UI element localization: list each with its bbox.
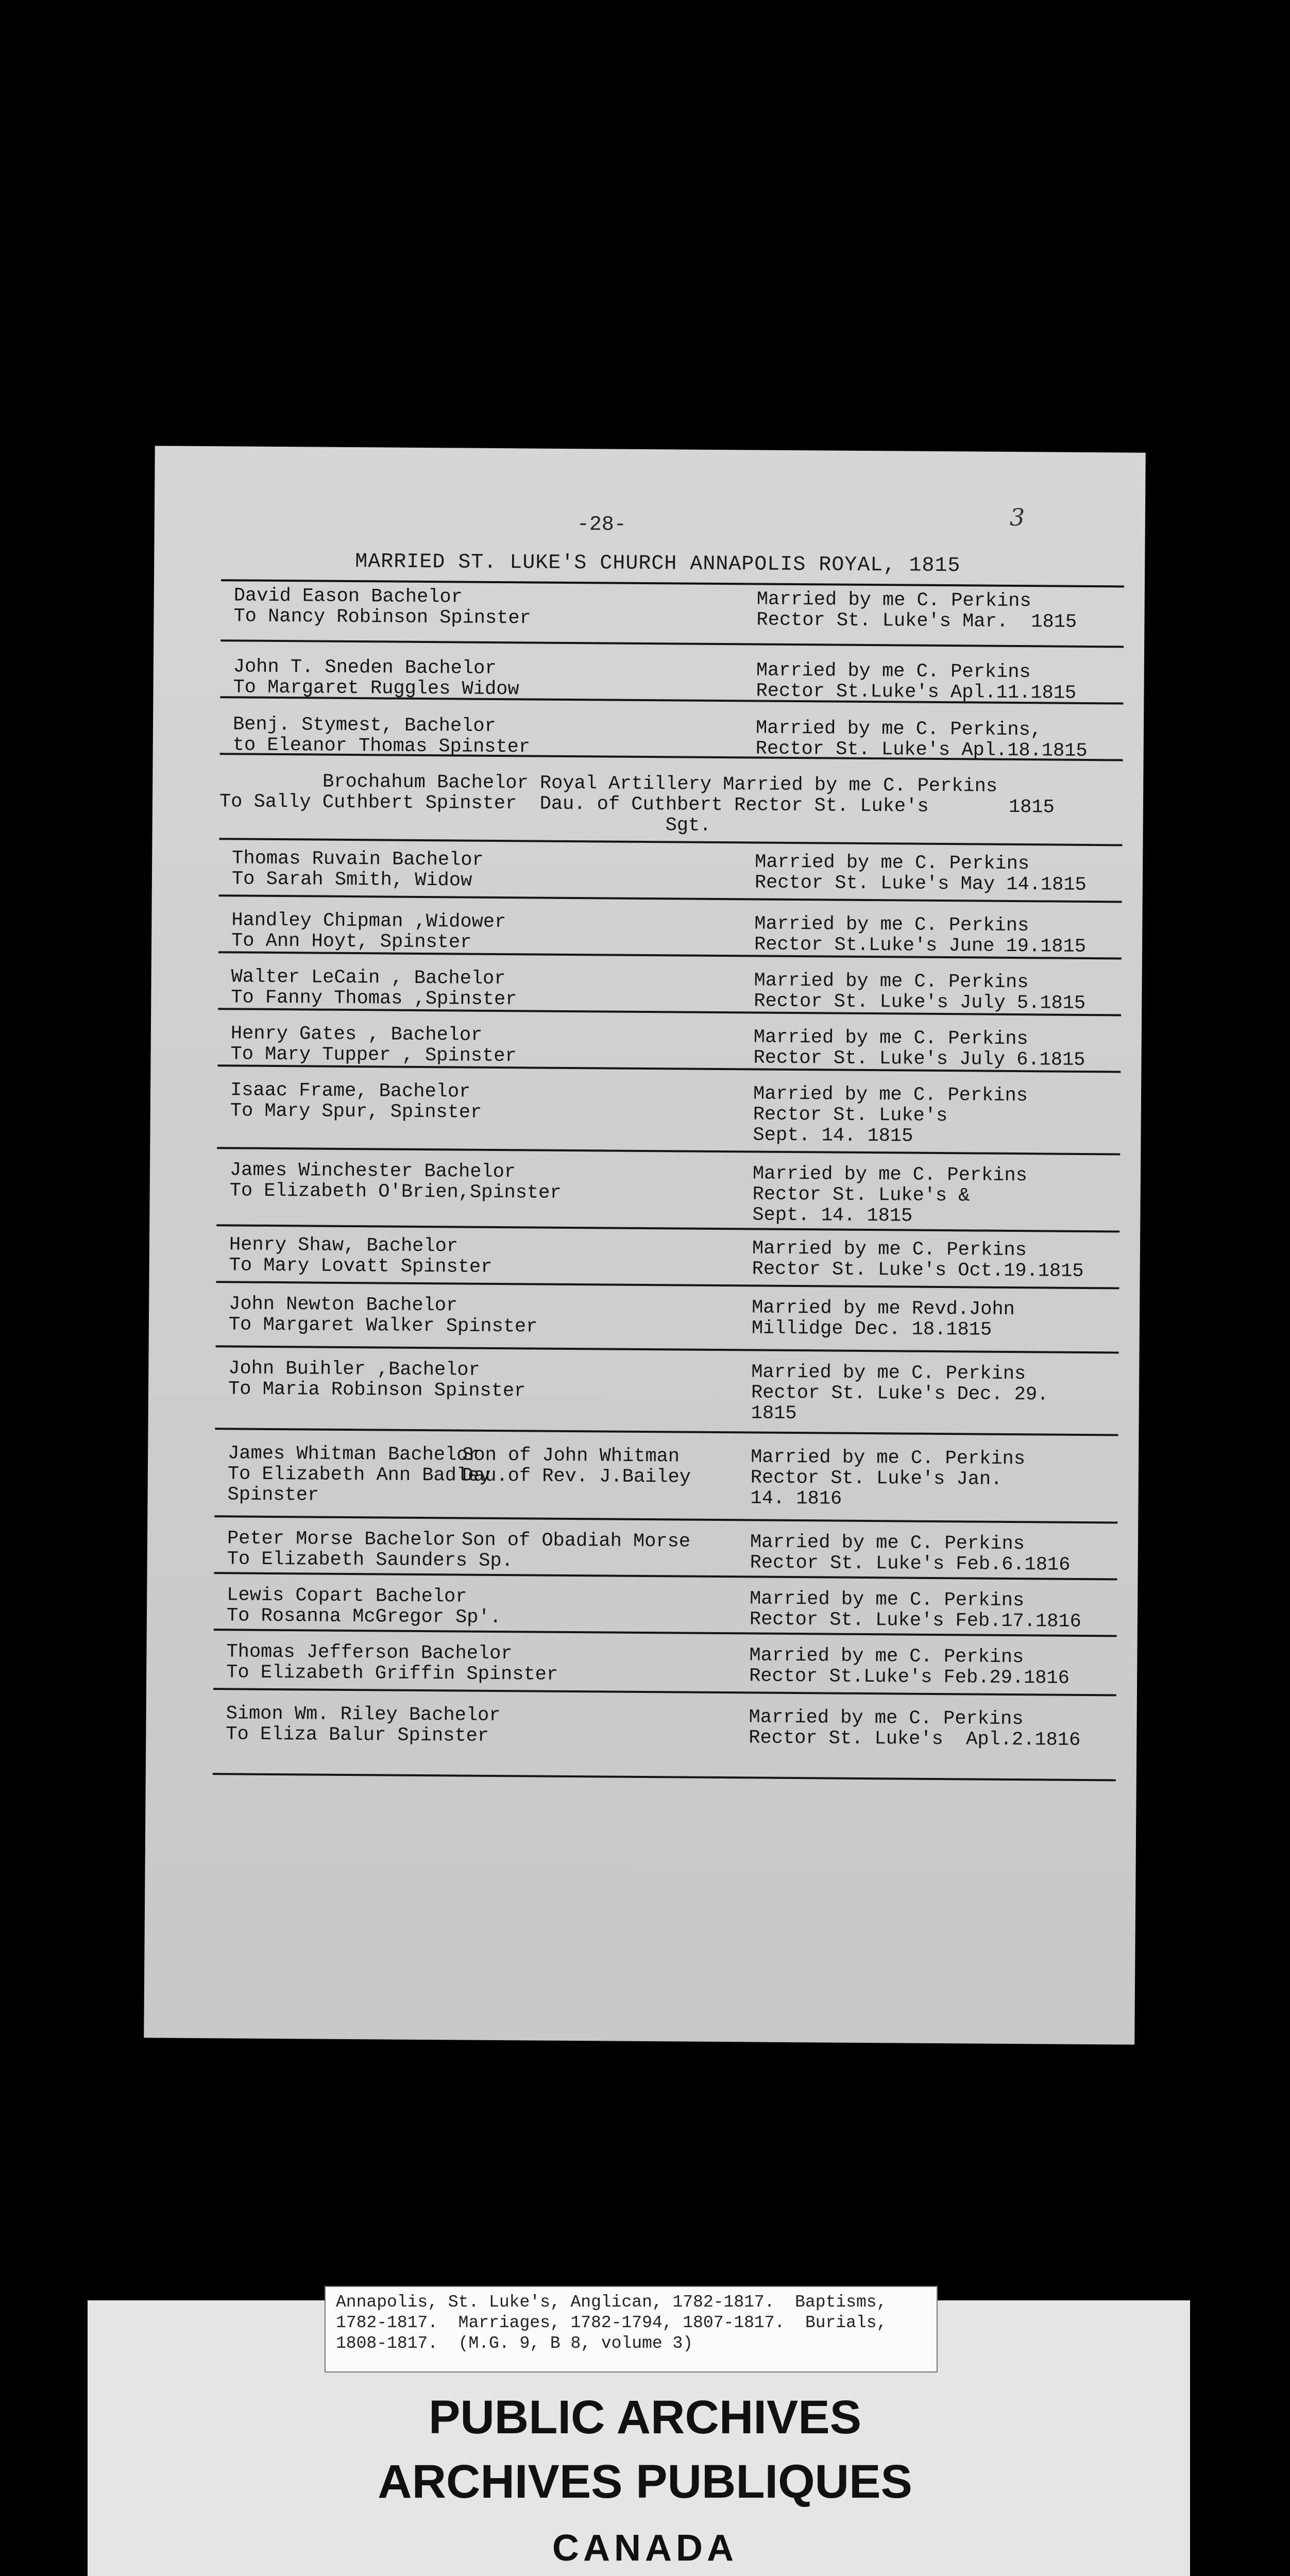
- groom-line: Walter LeCain , Bachelor: [231, 966, 506, 990]
- date-line: Rector St. Luke's Apl.2.1816: [749, 1727, 1081, 1751]
- officiant-line: Married by me C. Perkins: [750, 1446, 1026, 1470]
- date-line: Rector St. Luke's &: [752, 1183, 970, 1207]
- officiant-line: Married by me C. Perkins: [755, 851, 1030, 875]
- date-line: Rector St. Luke's: [753, 1104, 948, 1127]
- officiant-line: Married by me C. Perkins: [751, 1361, 1026, 1385]
- page-number: -28-: [576, 513, 626, 537]
- entry-rule: [216, 1281, 1119, 1289]
- bride-line: To Elizabeth Ann Badley: [227, 1463, 491, 1487]
- bride-line: To Mary Tupper , Spinster: [230, 1043, 517, 1067]
- groom-line: Lewis Copart Bachelor: [227, 1584, 467, 1608]
- register-page: [144, 446, 1146, 2044]
- date-line-cont: 1815: [751, 1402, 797, 1425]
- bride-line-cont: Spinster: [227, 1484, 319, 1506]
- archives-english: PUBLIC ARCHIVES: [429, 2391, 861, 2444]
- entry-rule: [214, 1515, 1117, 1523]
- date-line: Rector St. Luke's Dec. 29.: [751, 1382, 1049, 1406]
- groom-line: Henry Shaw, Bachelor: [229, 1234, 459, 1258]
- officiant-line: Married by me C. Perkins: [752, 1163, 1027, 1187]
- officiant-line: Married by me Revd.John: [752, 1297, 1015, 1321]
- bride-line: to Eleanor Thomas Spinster: [232, 734, 531, 758]
- officiant-line: Married by me C. Perkins,: [755, 717, 1042, 741]
- parent-note: Son of John Whitman: [462, 1444, 680, 1468]
- entry-rule: [213, 1773, 1116, 1781]
- entry-rule: [220, 639, 1124, 648]
- date-line: Rector St. Luke's July 5.1815: [754, 990, 1086, 1014]
- groom-line: Benj. Stymest, Bachelor: [232, 714, 496, 737]
- date-line-cont: Sgt.: [219, 811, 711, 837]
- bride-line: To Elizabeth Saunders Sp.: [227, 1548, 513, 1572]
- officiant-line: Married by me C. Perkins: [750, 1531, 1025, 1555]
- entry-rule: [217, 1147, 1120, 1155]
- bride-line: To Mary Lovatt Spinster: [229, 1255, 493, 1278]
- card-line: 1782-1817. Marriages, 1782-1794, 1807-1817. Burials,: [336, 2313, 887, 2332]
- date-line: Millidge Dec. 18.1815: [751, 1317, 992, 1341]
- bride-line: To Fanny Thomas ,Spinster: [231, 987, 517, 1011]
- groom-line: John Buihler ,Bachelor: [228, 1358, 480, 1381]
- groom-line: John T. Sneden Bachelor: [233, 656, 497, 680]
- officiant-line: Married by me C. Perkins: [749, 1645, 1024, 1669]
- officiant-line: Married by me C. Perkins: [753, 1026, 1028, 1050]
- officiant-line: Married by me C. Perkins: [752, 1238, 1027, 1262]
- groom-line: Brochahum Bachelor Royal Artillery Married by me C. Perkins: [219, 770, 998, 798]
- entry-rule: [216, 1224, 1119, 1232]
- folio-mark: 3: [1009, 503, 1025, 532]
- officiant-line: Married by me C. Perkins: [754, 913, 1029, 937]
- date-line-cont: Sept. 14. 1815: [753, 1124, 913, 1147]
- officiant-line: Married by me C. Perkins: [753, 1083, 1028, 1107]
- officiant-line: Married by me C. Perkins: [750, 1588, 1025, 1612]
- groom-line: Isaac Frame, Bachelor: [230, 1079, 471, 1103]
- groom-line: James Whitman Bachelor: [228, 1443, 480, 1466]
- parent-note: Dau.of Rev. J.Bailey: [462, 1465, 691, 1488]
- groom-line: Handley Chipman ,Widower: [231, 909, 506, 934]
- bride-line: To Margaret Walker Spinster: [228, 1314, 538, 1338]
- groom-line: Henry Gates , Bachelor: [230, 1023, 483, 1046]
- entry-rule: [216, 1345, 1119, 1353]
- bride-line: To Ann Hoyt, Spinster: [231, 930, 472, 954]
- date-line: Rector St. Luke's Feb.17.1816: [749, 1608, 1081, 1633]
- bride-line: To Elizabeth Griffin Spinster: [226, 1662, 558, 1686]
- groom-line: John Newton Bachelor: [229, 1293, 458, 1317]
- bride-line: To Margaret Ruggles Widow: [233, 676, 519, 701]
- date-line: Rector St. Luke's May 14.1815: [754, 872, 1087, 896]
- date-line: Rector St. Luke's Feb.6.1816: [750, 1552, 1071, 1576]
- date-line: Rector St. Luke's Oct.19.1815: [752, 1258, 1084, 1282]
- officiant-line: Married by me C. Perkins: [754, 970, 1029, 994]
- officiant-line: Married by me C. Perkins: [756, 588, 1031, 613]
- archives-country: CANADA: [552, 2528, 738, 2569]
- officiant-line: Married by me C. Perkins: [756, 659, 1031, 684]
- groom-line: Thomas Jefferson Bachelor: [226, 1641, 513, 1665]
- bride-line: To Elizabeth O'Brien,Spinster: [229, 1180, 562, 1204]
- parent-note: Son of Obadiah Morse: [461, 1529, 691, 1553]
- date-line-cont: Sept. 14. 1815: [752, 1204, 913, 1227]
- register-heading: MARRIED ST. LUKE'S CHURCH ANNAPOLIS ROYAL, 1815: [355, 550, 961, 578]
- collection-card: [325, 2286, 938, 2372]
- bride-line: To Rosanna McGregor Sp'.: [226, 1605, 501, 1629]
- date-line: Rector St. Luke's Mar. 1815: [756, 609, 1077, 633]
- entry-rule: [213, 1688, 1116, 1696]
- groom-line: Peter Morse Bachelor: [227, 1528, 456, 1551]
- groom-line: David Eason Bachelor: [233, 585, 463, 608]
- bride-line: To Maria Robinson Spinster: [228, 1378, 526, 1402]
- groom-line: James Winchester Bachelor: [229, 1159, 516, 1183]
- bride-line: To Nancy Robinson Spinster: [233, 605, 531, 630]
- bride-line: To Sally Cuthbert Spinster Dau. of Cuthbert Rector St. Luke's 1815: [219, 791, 1055, 819]
- date-line: Rector St.Luke's Apl.11.1815: [756, 680, 1077, 704]
- entry-rule: [219, 894, 1122, 903]
- date-line: Rector St. Luke's Jan.: [750, 1467, 1003, 1490]
- entry-rule: [215, 1428, 1118, 1436]
- groom-line: Simon Wm. Riley Bachelor: [226, 1703, 501, 1727]
- date-line: Rector St.Luke's Feb.29.1816: [749, 1665, 1070, 1689]
- officiant-line: Married by me C. Perkins: [749, 1706, 1024, 1731]
- bride-line: To Mary Spur, Spinster: [230, 1100, 482, 1124]
- entry-rule: [219, 838, 1122, 846]
- date-line: Rector St. Luke's Apl.18.1815: [755, 738, 1088, 762]
- date-line: Rector St.Luke's June 19.1815: [754, 934, 1087, 958]
- date-line-cont: 14. 1816: [750, 1487, 842, 1510]
- card-line: Annapolis, St. Luke's, Anglican, 1782-1817. Baptisms,: [336, 2293, 887, 2312]
- card-line: 1808-1817. (M.G. 9, B 8, volume 3): [336, 2334, 693, 2353]
- archives-french: ARCHIVES PUBLIQUES: [378, 2455, 912, 2508]
- bride-line: To Eliza Balur Spinster: [226, 1723, 489, 1747]
- bride-line: To Sarah Smith, Widow: [231, 868, 472, 892]
- groom-line: Thomas Ruvain Bachelor: [232, 848, 484, 871]
- date-line: Rector St. Luke's July 6.1815: [753, 1047, 1085, 1071]
